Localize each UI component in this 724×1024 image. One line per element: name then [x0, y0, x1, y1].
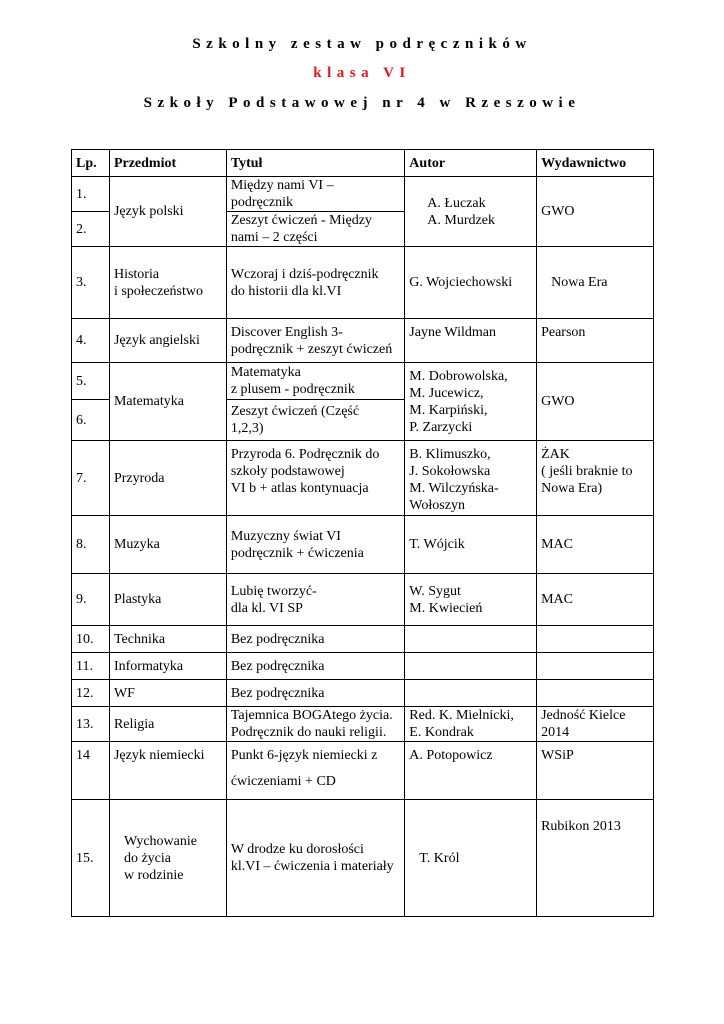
author-cell — [405, 653, 537, 680]
author-cell: W. Sygut M. Kwiecień — [405, 574, 537, 626]
author-cell: T. Wójcik — [405, 516, 537, 574]
publisher-cell: Pearson — [537, 319, 654, 363]
title-cell: Matematyka z plusem - podręcznik — [226, 363, 404, 400]
author-cell: Jayne Wildman — [405, 319, 537, 363]
subject-cell: Język angielski — [109, 319, 226, 363]
publisher-cell: Rubikon 2013 — [537, 800, 654, 917]
lp-cell: 11. — [72, 653, 110, 680]
publisher-cell — [537, 653, 654, 680]
author-cell: M. Dobrowolska, M. Jucewicz, M. Karpiński, P. Zarzycki — [405, 363, 537, 441]
document-title: Szkolny zestaw podręczników — [192, 36, 532, 52]
title-cell: Punkt 6-język niemiecki z ćwiczeniami + CD — [226, 742, 404, 800]
publisher-cell — [537, 680, 654, 707]
subject-cell: Muzyka — [109, 516, 226, 574]
author-cell: T. Król — [405, 800, 537, 917]
author-cell: B. Klimuszko, J. Sokołowska M. Wilczyńska- Wołoszyn — [405, 441, 537, 516]
subject-cell: Religia — [109, 707, 226, 742]
publisher-cell: WSiP — [537, 742, 654, 800]
lp-cell: 6. — [72, 400, 110, 441]
table-header-row — [72, 150, 654, 177]
lp-cell: 12. — [72, 680, 110, 707]
title-cell: Bez podręcznika — [226, 653, 404, 680]
title-cell: Lubię tworzyć- dla kl. VI SP — [226, 574, 404, 626]
school-title: Szkoły Podstawowej nr 4 w Rzeszowie — [143, 95, 581, 111]
class-title: klasa VI — [313, 65, 411, 81]
subject-cell: Przyroda — [109, 441, 226, 516]
table-row — [72, 742, 654, 800]
table-row — [72, 319, 654, 363]
lp-cell: 7. — [72, 441, 110, 516]
title-cell: Bez podręcznika — [226, 626, 404, 653]
header-author: Autor — [405, 150, 537, 177]
table-row — [72, 516, 654, 574]
author-cell — [405, 680, 537, 707]
table-row — [72, 653, 654, 680]
header-title: Tytuł — [226, 150, 404, 177]
title-cell: Przyroda 6. Podręcznik do szkoły podstawowej VI b + atlas kontynuacja — [226, 441, 404, 516]
subject-cell: WF — [109, 680, 226, 707]
subject-cell: Wychowanie do życia w rodzinie — [109, 800, 226, 917]
lp-cell: 9. — [72, 574, 110, 626]
subject-cell: Informatyka — [109, 653, 226, 680]
publisher-cell: GWO — [537, 363, 654, 441]
subject-cell: Język polski — [109, 177, 226, 247]
publisher-cell: GWO — [537, 177, 654, 247]
title-cell: Zeszyt ćwiczeń - Między nami – 2 części — [226, 212, 404, 247]
publisher-cell: Jedność Kielce 2014 — [537, 707, 654, 742]
publisher-cell: MAC — [537, 574, 654, 626]
publisher-cell — [537, 626, 654, 653]
table-row — [72, 441, 654, 516]
title-cell: Bez podręcznika — [226, 680, 404, 707]
lp-cell: 15. — [72, 800, 110, 917]
title-cell: Tajemnica BOGAtego życia. Podręcznik do nauki religii. — [226, 707, 404, 742]
subject-cell: Technika — [109, 626, 226, 653]
table-row — [72, 247, 654, 319]
subject-cell: Matematyka — [109, 363, 226, 441]
textbook-table — [71, 149, 654, 917]
publisher-cell: MAC — [537, 516, 654, 574]
lp-cell: 1. — [72, 177, 110, 212]
title-cell: Zeszyt ćwiczeń (Część 1,2,3) — [226, 400, 404, 441]
subject-cell: Plastyka — [109, 574, 226, 626]
table-row — [72, 177, 654, 212]
table-row — [72, 800, 654, 917]
title-cell: Muzyczny świat VI podręcznik + ćwiczenia — [226, 516, 404, 574]
table-row — [72, 707, 654, 742]
author-cell — [405, 626, 537, 653]
title-cell: Wczoraj i dziś-podręcznik do historii dla kl.VI — [226, 247, 404, 319]
lp-cell: 10. — [72, 626, 110, 653]
title-cell: Między nami VI – podręcznik — [226, 177, 404, 212]
author-cell: G. Wojciechowski — [405, 247, 537, 319]
title-cell: W drodze ku dorosłości kl.VI – ćwiczenia i materiały — [226, 800, 404, 917]
publisher-cell: Nowa Era — [537, 247, 654, 319]
header-publisher: Wydawnictwo — [537, 150, 654, 177]
lp-cell: 3. — [72, 247, 110, 319]
lp-cell: 5. — [72, 363, 110, 400]
subject-cell: Język niemiecki — [109, 742, 226, 800]
lp-cell: 2. — [72, 212, 110, 247]
header-lp: Lp. — [72, 150, 110, 177]
table-row — [72, 574, 654, 626]
subject-cell: Historia i społeczeństwo — [109, 247, 226, 319]
author-cell: Red. K. Mielnicki, E. Kondrak — [405, 707, 537, 742]
publisher-cell: ŻAK ( jeśli braknie to Nowa Era) — [537, 441, 654, 516]
table-row — [72, 680, 654, 707]
lp-cell: 4. — [72, 319, 110, 363]
lp-cell: 13. — [72, 707, 110, 742]
table-row — [72, 363, 654, 400]
lp-cell: 14 — [72, 742, 110, 800]
author-cell: A. Łuczak A. Murdzek — [405, 177, 537, 247]
table-row — [72, 626, 654, 653]
title-cell: Discover English 3- podręcznik + zeszyt ćwiczeń — [226, 319, 404, 363]
lp-cell: 8. — [72, 516, 110, 574]
author-cell: A. Potopowicz — [405, 742, 537, 800]
header-subject: Przedmiot — [109, 150, 226, 177]
